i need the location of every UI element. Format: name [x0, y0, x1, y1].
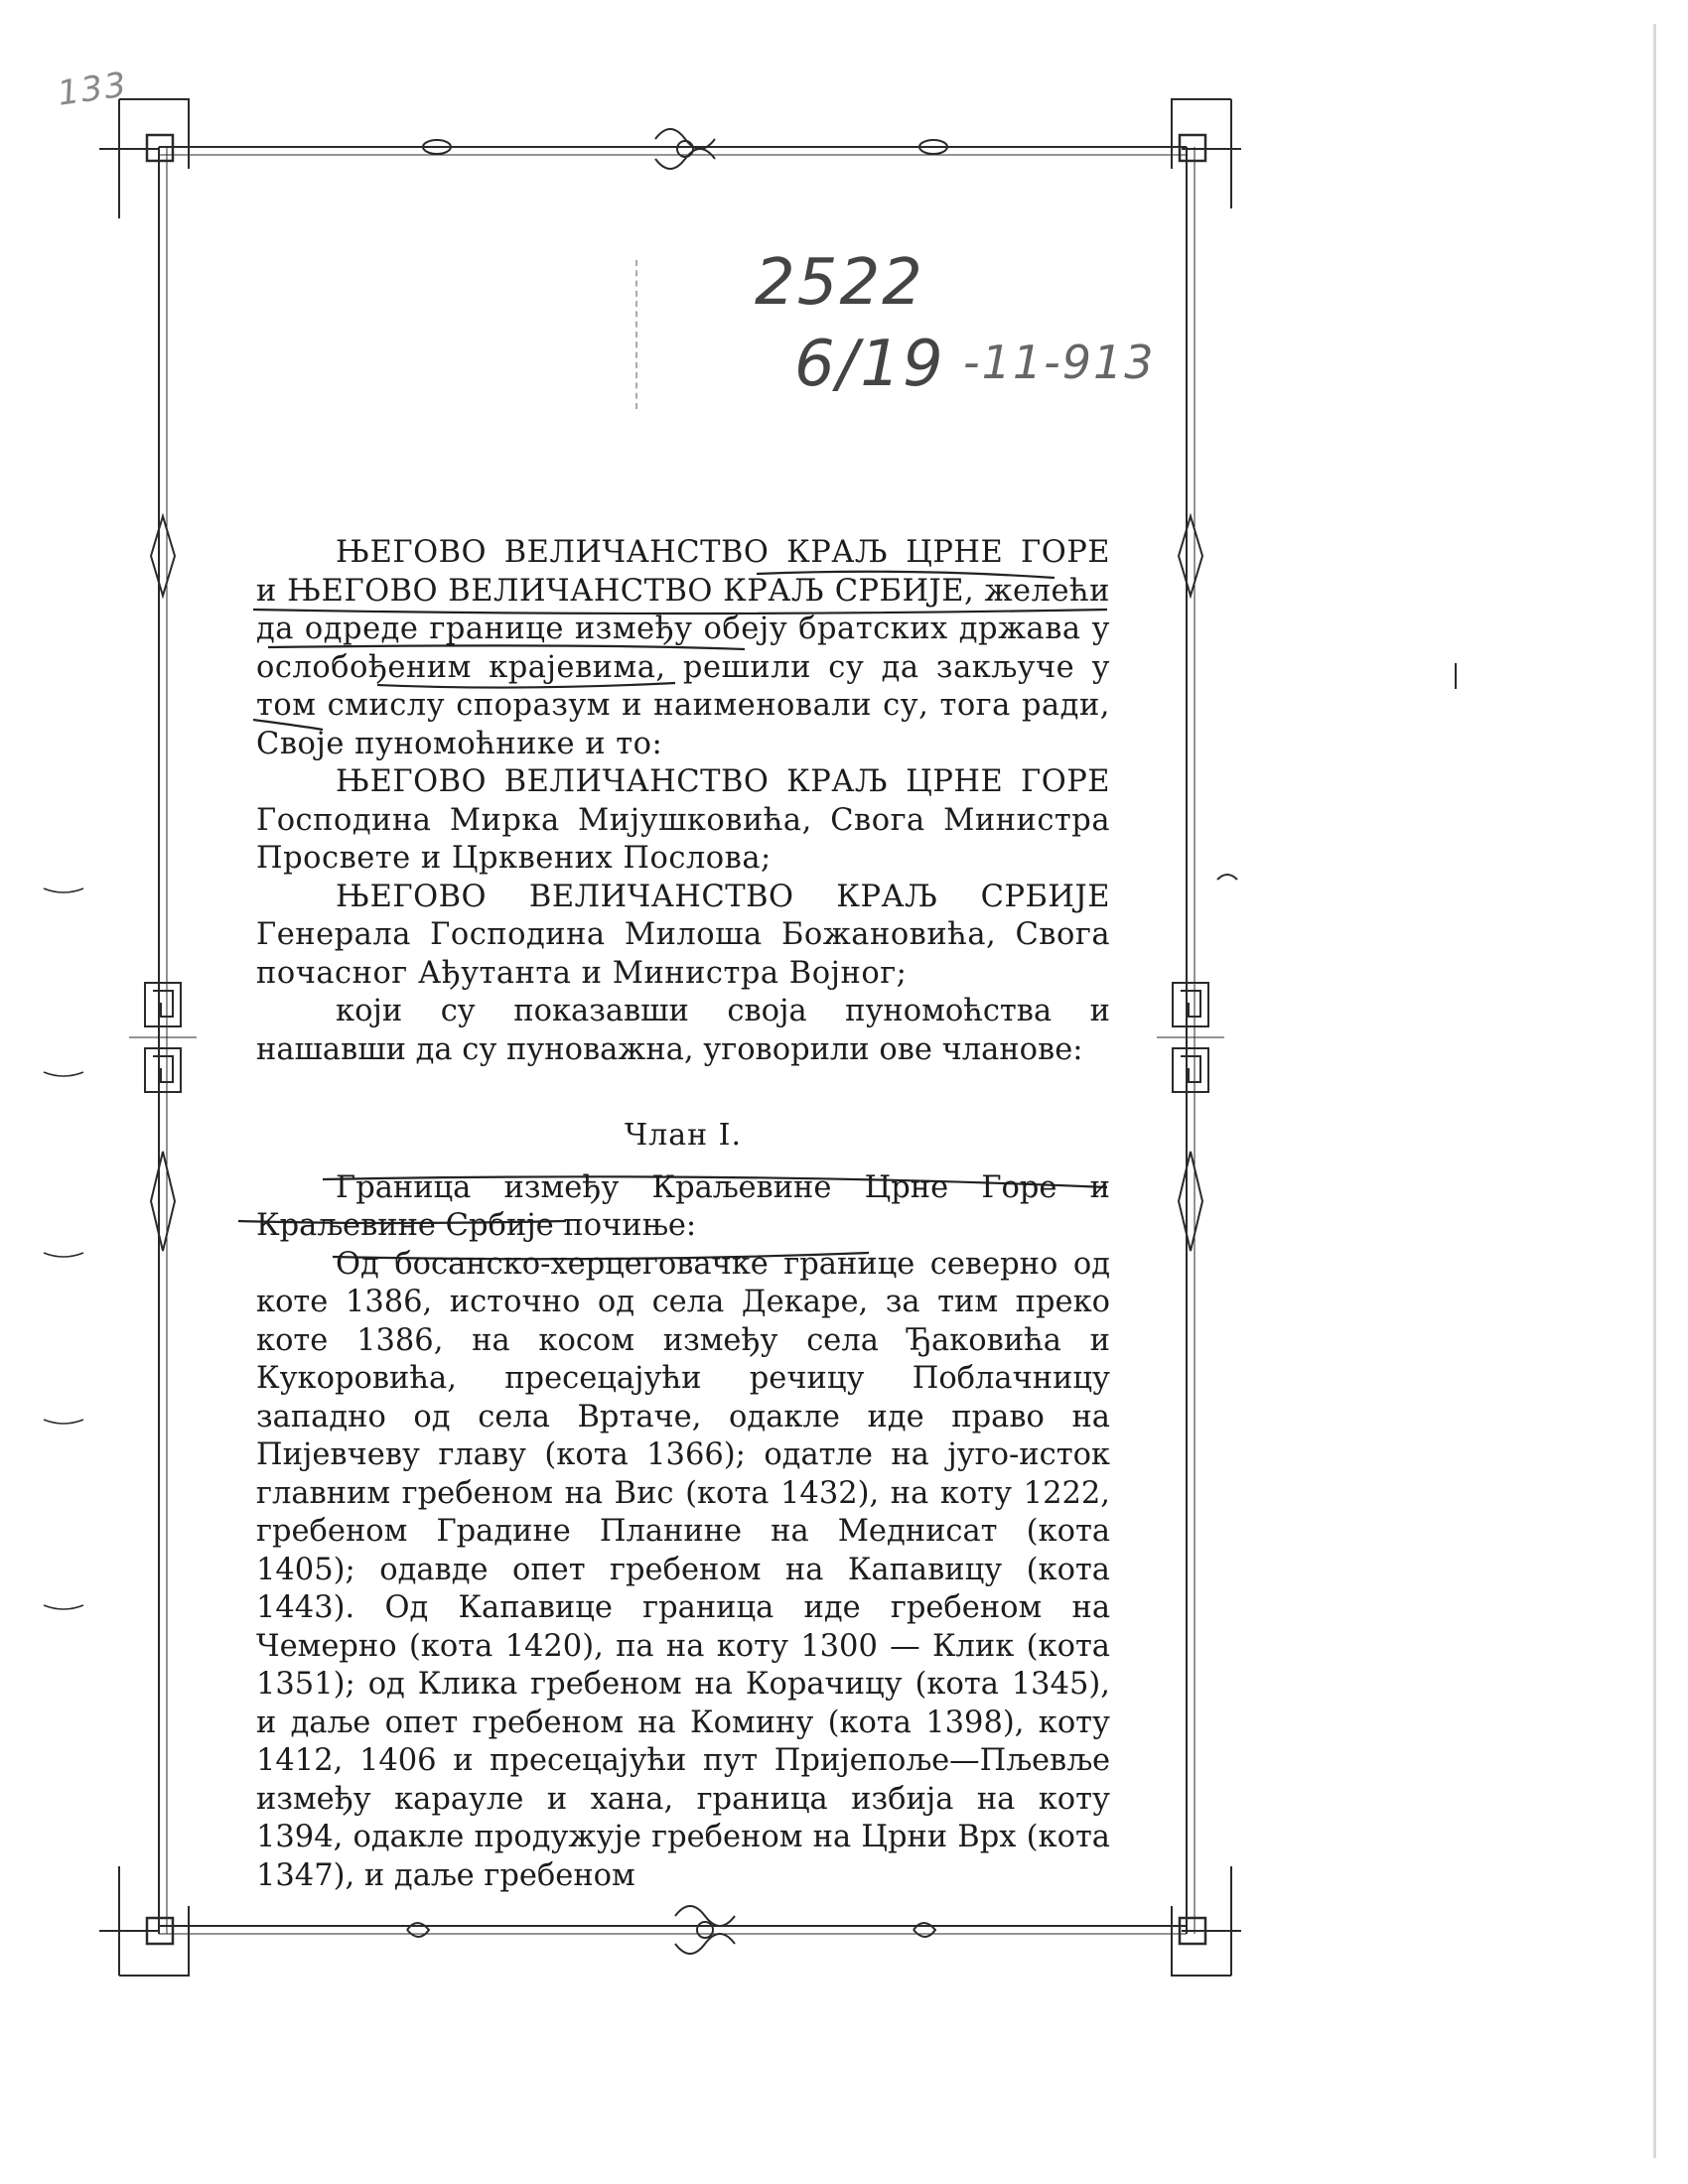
handwritten-fraction: 6/19	[794, 328, 945, 401]
document-body	[256, 534, 1110, 1895]
plenipotentiary-montenegro: ЊЕГОВО ВЕЛИЧАНСТВО КРАЉ ЦРНЕ ГОРЕ Господина Мирка Мијушковића, Свога Министра Просвете и Црквених Послова;	[256, 764, 1110, 876]
plenipotentiary-serbia: ЊЕГОВО ВЕЛИЧАНСТВО КРАЉ СРБИЈЕ Генерала Господина Милоша Божановића, Свога почасног Ађутанта и Министра Војног;	[256, 879, 1110, 991]
handwritten-number: 2522	[755, 246, 924, 320]
agreement-clause: који су показавши своја пуномоћства и нашавши да су пуноважна, уговорили ове чланове:	[256, 994, 1110, 1067]
article-heading: Члан I.	[624, 1118, 743, 1153]
handwritten-date: -11-913	[963, 336, 1156, 389]
article-paragraph-boundary: Од босанско-херцеговачке границе северно од коте 1386, источно од села Декаре, за тим преко коте 1386, на косом између села Ђаковића и Кукоровића, пресецајући речицу Поблачницу западно од села Вртаче, одакле иде право на Пијевчеву главу (кота 1366); одатле на југо-исток главним гребеном на Вис (кота 1432), на коту 1222, гребеном Градине Планине на Меднисат (кота 1405); одавде опет гребеном на Капавицу (кота 1443). Од Капавице граница иде гребеном на Чемерно (кота 1420), па на коту 1300 — Клик (кота 1351); од Клика гребеном на Корачицу (кота 1345), и даље опет гребеном на Комину (кота 1398), коту 1412, 1406 и пресецајући пут Пријепоље—Пљевље између карауле и хана, граница избија на коту 1394, одакле продужује гребеном на Црни Врх (кота 1347), и даље гребеном	[256, 1246, 1110, 1893]
preamble-paragraph: ЊЕГОВО ВЕЛИЧАНСТВО КРАЉ ЦРНЕ ГОРЕ и ЊЕГОВО ВЕЛИЧАНСТВО КРАЉ СРБИЈЕ, желећи да одреде границе између обеју братских држава у ослобођеним крајевима, решили су да закључе у том смислу споразум и наименовали су, тога ради, Своје пуномоћнике и то:	[256, 535, 1110, 761]
article-paragraph-intro: Граница између Краљевине Црне Горе и Краљевине Србије почиње:	[256, 1169, 1110, 1243]
corner-note: 133	[55, 65, 131, 114]
